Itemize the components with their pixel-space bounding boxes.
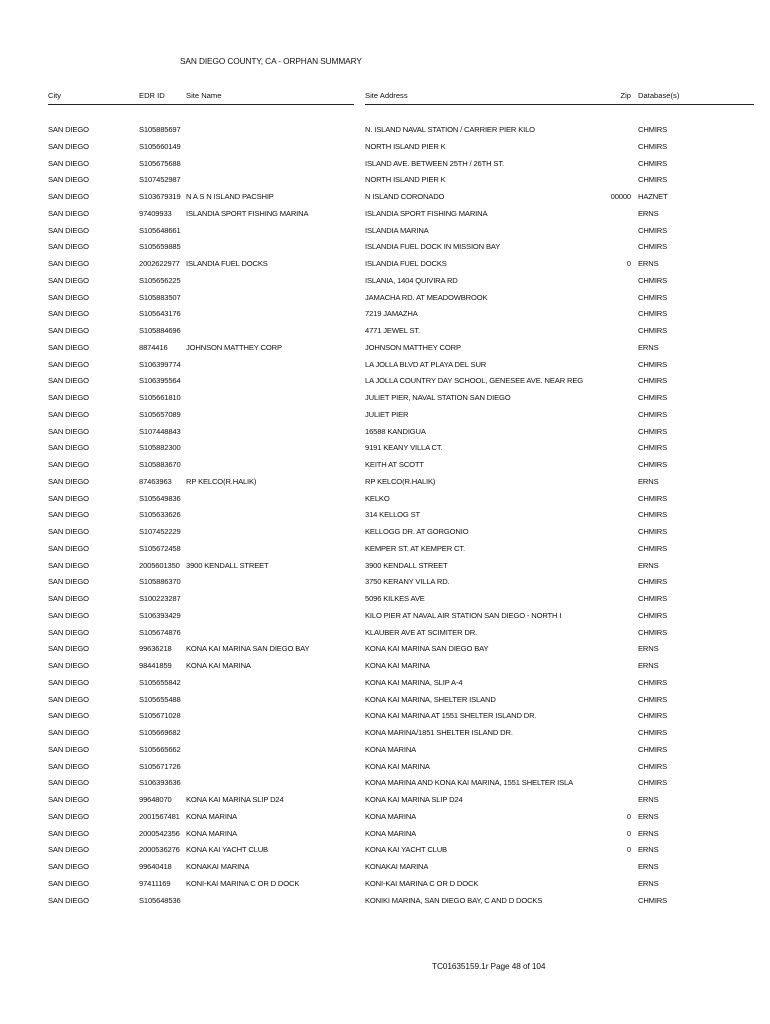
orphan-summary-table: [0, 125, 770, 912]
cell-site-address: RP KELCO(R.HALIK): [365, 476, 436, 486]
cell-edr-id: 2002622977: [139, 259, 180, 268]
cell-site-address: KONA KAI MARINA: [365, 661, 430, 670]
cell-databases: CHMIRS: [638, 493, 668, 503]
cell-databases: CHMIRS: [638, 309, 668, 319]
cell-site-name: ISLANDIA SPORT FISHING MARINA: [186, 208, 309, 218]
cell-site-address: KEITH AT SCOTT: [365, 460, 424, 469]
cell-city: SAN DIEGO: [48, 175, 89, 185]
cell-edr-id: S105672458: [139, 543, 181, 553]
cell-edr-id: S105883670: [139, 460, 181, 469]
table-row: [0, 276, 770, 293]
cell-site-address: 7219 JAMAZHA: [365, 309, 418, 319]
cell-city: SAN DIEGO: [48, 627, 89, 637]
cell-zip: 0: [626, 811, 631, 821]
table-row: [0, 293, 770, 310]
cell-city: SAN DIEGO: [48, 828, 89, 838]
cell-edr-id: S105671726: [139, 761, 181, 771]
report-title: SAN DIEGO COUNTY, CA - ORPHAN SUMMARY: [180, 56, 362, 66]
cell-edr-id: S105669682: [139, 728, 181, 737]
cell-edr-id: 2005601350: [139, 560, 180, 570]
cell-site-address: KONI-KAI MARINA C OR D DOCK: [365, 878, 479, 888]
table-row: [0, 360, 770, 377]
cell-site-address: KONA KAI YACHT CLUB: [365, 845, 447, 855]
table-row: [0, 226, 770, 243]
cell-city: SAN DIEGO: [48, 208, 89, 218]
cell-databases: CHMIRS: [638, 728, 668, 737]
cell-databases: CHMIRS: [638, 158, 668, 168]
cell-site-name: KONA MARINA: [186, 811, 238, 821]
column-header-site-address: Site Address: [365, 91, 408, 100]
cell-city: SAN DIEGO: [48, 527, 89, 536]
cell-databases: ERNS: [638, 208, 659, 218]
table-row: [0, 862, 770, 879]
cell-edr-id: S105633626: [139, 510, 181, 520]
table-row: [0, 477, 770, 494]
cell-edr-id: 97411169: [139, 878, 171, 888]
cell-databases: CHMIRS: [638, 711, 668, 721]
cell-zip: 0: [626, 259, 631, 268]
table-row: [0, 242, 770, 259]
cell-site-address: 3750 KERANY VILLA RD.: [365, 577, 450, 587]
table-row: [0, 494, 770, 511]
cell-city: SAN DIEGO: [48, 594, 89, 603]
cell-edr-id: S105671028: [139, 711, 181, 721]
cell-edr-id: S107452987: [139, 175, 181, 185]
cell-site-name: N A S N ISLAND PACSHIP: [186, 192, 274, 201]
table-row: [0, 711, 770, 728]
table-row: [0, 159, 770, 176]
cell-databases: CHMIRS: [638, 510, 668, 520]
cell-site-address: ISLANDIA FUEL DOCKS: [365, 259, 447, 268]
table-row: [0, 728, 770, 745]
table-row: [0, 577, 770, 594]
cell-site-address: NORTH ISLAND PIER K: [365, 141, 446, 151]
cell-databases: ERNS: [638, 845, 659, 855]
table-row: [0, 142, 770, 159]
cell-databases: ERNS: [638, 811, 659, 821]
cell-site-name: KONA KAI MARINA SLIP D24: [186, 795, 284, 804]
cell-city: SAN DIEGO: [48, 443, 89, 453]
cell-databases: CHMIRS: [638, 359, 668, 369]
cell-city: SAN DIEGO: [48, 694, 89, 704]
cell-databases: CHMIRS: [638, 895, 668, 905]
table-row: [0, 175, 770, 192]
table-row: [0, 192, 770, 209]
cell-databases: CHMIRS: [638, 141, 668, 151]
column-header-databases: Database(s): [638, 91, 680, 100]
cell-site-address: LA JOLLA BLVD AT PLAYA DEL SUR: [365, 359, 487, 369]
cell-databases: CHMIRS: [638, 326, 668, 335]
cell-site-address: KILO PIER AT NAVAL AIR STATION SAN DIEGO - NORTH I: [365, 610, 562, 620]
cell-databases: CHMIRS: [638, 393, 668, 402]
cell-site-address: LA JOLLA COUNTRY DAY SCHOOL, GENESEE AVE. NEAR REG: [365, 376, 583, 386]
column-header-edr-id: EDR ID: [139, 91, 165, 100]
cell-city: SAN DIEGO: [48, 878, 89, 888]
cell-site-address: ISLANDIA FUEL DOCK IN MISSION BAY: [365, 242, 501, 252]
cell-city: SAN DIEGO: [48, 862, 89, 871]
cell-edr-id: S105655488: [139, 694, 181, 704]
cell-databases: CHMIRS: [638, 376, 668, 386]
table-row: [0, 812, 770, 829]
cell-edr-id: S100223287: [139, 594, 181, 603]
cell-edr-id: S105886370: [139, 577, 181, 587]
cell-databases: ERNS: [638, 795, 659, 804]
cell-city: SAN DIEGO: [48, 845, 89, 855]
table-row: [0, 376, 770, 393]
cell-databases: CHMIRS: [638, 543, 668, 553]
cell-edr-id: S106393429: [139, 610, 181, 620]
table-row: [0, 678, 770, 695]
cell-databases: CHMIRS: [638, 761, 668, 771]
table-row: [0, 795, 770, 812]
cell-databases: CHMIRS: [638, 275, 668, 285]
cell-zip: 00000: [610, 192, 631, 201]
table-row: [0, 343, 770, 360]
cell-site-address: KLAUBER AVE AT SCIMITER DR.: [365, 627, 477, 637]
cell-city: SAN DIEGO: [48, 728, 89, 737]
cell-site-name: RP KELCO(R.HALIK): [186, 476, 257, 486]
cell-city: SAN DIEGO: [48, 761, 89, 771]
cell-site-address: 3900 KENDALL STREET: [365, 560, 448, 570]
cell-city: SAN DIEGO: [48, 426, 89, 436]
cell-databases: ERNS: [638, 828, 659, 838]
table-row: [0, 845, 770, 862]
cell-city: SAN DIEGO: [48, 141, 89, 151]
cell-databases: CHMIRS: [638, 610, 668, 620]
cell-edr-id: 87463963: [139, 476, 172, 486]
table-row: [0, 326, 770, 343]
cell-city: SAN DIEGO: [48, 393, 89, 402]
cell-edr-id: S105648661: [139, 225, 181, 235]
cell-city: SAN DIEGO: [48, 275, 89, 285]
cell-site-address: ISLANDIA SPORT FISHING MARINA: [365, 208, 488, 218]
table-row: [0, 661, 770, 678]
cell-city: SAN DIEGO: [48, 711, 89, 721]
cell-databases: ERNS: [638, 878, 659, 888]
cell-edr-id: S105665662: [139, 744, 181, 754]
cell-edr-id: S105655842: [139, 677, 181, 687]
cell-databases: CHMIRS: [638, 627, 668, 637]
cell-city: SAN DIEGO: [48, 309, 89, 319]
cell-site-name: KONA KAI MARINA SAN DIEGO BAY: [186, 644, 310, 654]
cell-site-address: KONIKI MARINA, SAN DIEGO BAY, C AND D DOCKS: [365, 895, 543, 905]
cell-edr-id: S105660149: [139, 141, 181, 151]
cell-site-address: ISLAND AVE. BETWEEN 25TH / 26TH ST.: [365, 158, 504, 168]
cell-site-address: KONA KAI MARINA SAN DIEGO BAY: [365, 644, 489, 654]
cell-edr-id: 99648070: [139, 795, 172, 804]
cell-edr-id: S107452229: [139, 527, 181, 536]
cell-city: SAN DIEGO: [48, 895, 89, 905]
cell-edr-id: S105643176: [139, 309, 181, 319]
cell-databases: CHMIRS: [638, 594, 668, 603]
cell-edr-id: 98441859: [139, 661, 172, 670]
cell-zip: 0: [626, 845, 631, 855]
cell-edr-id: 2000542356: [139, 828, 180, 838]
cell-databases: CHMIRS: [638, 694, 668, 704]
cell-site-name: KONAKAI MARINA: [186, 862, 250, 871]
cell-databases: CHMIRS: [638, 175, 668, 185]
table-row: [0, 527, 770, 544]
cell-edr-id: S105648536: [139, 895, 181, 905]
cell-site-address: KONA MARINA: [365, 828, 417, 838]
table-row: [0, 745, 770, 762]
cell-databases: CHMIRS: [638, 242, 668, 252]
cell-city: SAN DIEGO: [48, 225, 89, 235]
cell-site-address: KELKO: [365, 493, 390, 503]
cell-edr-id: S105885697: [139, 125, 181, 134]
cell-city: SAN DIEGO: [48, 778, 89, 788]
cell-site-address: KONAKAI MARINA: [365, 862, 429, 871]
cell-edr-id: S107448843: [139, 426, 181, 436]
cell-databases: CHMIRS: [638, 409, 668, 419]
header-divider: [48, 104, 354, 105]
cell-site-address: JULIET PIER, NAVAL STATION SAN DIEGO: [365, 393, 511, 402]
cell-databases: CHMIRS: [638, 125, 668, 134]
cell-edr-id: 99640418: [139, 862, 172, 871]
cell-site-address: 314 KELLOG ST: [365, 510, 421, 520]
cell-databases: ERNS: [638, 476, 659, 486]
cell-edr-id: S105649836: [139, 493, 181, 503]
cell-edr-id: 97409933: [139, 208, 172, 218]
cell-city: SAN DIEGO: [48, 644, 89, 654]
cell-databases: HAZNET: [638, 192, 668, 201]
cell-edr-id: S105882300: [139, 443, 181, 453]
table-row: [0, 259, 770, 276]
table-row: [0, 209, 770, 226]
cell-databases: CHMIRS: [638, 460, 668, 469]
cell-edr-id: S105657089: [139, 409, 181, 419]
cell-databases: CHMIRS: [638, 443, 668, 453]
column-header-site-name: Site Name: [186, 91, 222, 100]
cell-city: SAN DIEGO: [48, 342, 89, 352]
cell-city: SAN DIEGO: [48, 192, 89, 201]
column-header-city: City: [48, 91, 62, 100]
cell-edr-id: 2001567481: [139, 811, 180, 821]
cell-site-address: N. ISLAND NAVAL STATION / CARRIER PIER KILO: [365, 125, 535, 134]
cell-databases: ERNS: [638, 661, 659, 670]
cell-databases: CHMIRS: [638, 577, 668, 587]
cell-site-address: JAMACHA RD. AT MEADOWBROOK: [365, 292, 488, 302]
header-divider: [365, 104, 754, 105]
cell-databases: CHMIRS: [638, 527, 668, 536]
cell-databases: CHMIRS: [638, 677, 668, 687]
table-row: [0, 393, 770, 410]
cell-city: SAN DIEGO: [48, 460, 89, 469]
cell-databases: CHMIRS: [638, 292, 668, 302]
cell-city: SAN DIEGO: [48, 677, 89, 687]
cell-databases: ERNS: [638, 259, 659, 268]
table-row: [0, 695, 770, 712]
cell-edr-id: S106393636: [139, 778, 181, 788]
cell-databases: CHMIRS: [638, 778, 668, 788]
table-row: [0, 628, 770, 645]
cell-edr-id: S105883507: [139, 292, 181, 302]
table-row: [0, 443, 770, 460]
cell-zip: 0: [626, 828, 631, 838]
cell-city: SAN DIEGO: [48, 493, 89, 503]
cell-site-address: ISLANIA, 1404 QUIVIRA RD: [365, 275, 458, 285]
cell-city: SAN DIEGO: [48, 376, 89, 386]
cell-databases: ERNS: [638, 560, 659, 570]
cell-edr-id: S106395564: [139, 376, 181, 386]
table-row: [0, 762, 770, 779]
table-row: [0, 594, 770, 611]
cell-site-name: ISLANDIA FUEL DOCKS: [186, 259, 268, 268]
table-row: [0, 125, 770, 142]
table-row: [0, 778, 770, 795]
cell-site-address: KELLOGG DR. AT GORGONIO: [365, 527, 469, 536]
cell-site-address: ISLANDIA MARINA: [365, 225, 429, 235]
cell-edr-id: S105884696: [139, 326, 181, 335]
cell-city: SAN DIEGO: [48, 125, 89, 134]
cell-site-address: KONA KAI MARINA SLIP D24: [365, 795, 463, 804]
cell-city: SAN DIEGO: [48, 795, 89, 804]
cell-site-name: KONA KAI MARINA: [186, 661, 251, 670]
table-row: [0, 410, 770, 427]
cell-site-address: KONA MARINA/1851 SHELTER ISLAND DR.: [365, 728, 513, 737]
cell-city: SAN DIEGO: [48, 811, 89, 821]
table-row: [0, 510, 770, 527]
cell-edr-id: S106399774: [139, 359, 181, 369]
cell-site-address: KONA KAI MARINA, SLIP A-4: [365, 677, 463, 687]
table-row: [0, 427, 770, 444]
cell-city: SAN DIEGO: [48, 259, 89, 268]
cell-edr-id: S105656225: [139, 275, 181, 285]
table-row: [0, 544, 770, 561]
cell-site-address: 9191 KEANY VILLA CT.: [365, 443, 443, 453]
cell-databases: ERNS: [638, 644, 659, 654]
cell-site-address: NORTH ISLAND PIER K: [365, 175, 446, 185]
cell-city: SAN DIEGO: [48, 577, 89, 587]
cell-site-address: 4771 JEWEL ST.: [365, 326, 421, 335]
cell-edr-id: S105675688: [139, 158, 181, 168]
table-row: [0, 896, 770, 913]
cell-databases: CHMIRS: [638, 225, 668, 235]
cell-edr-id: 99636218: [139, 644, 172, 654]
cell-databases: ERNS: [638, 342, 659, 352]
cell-city: SAN DIEGO: [48, 543, 89, 553]
cell-city: SAN DIEGO: [48, 560, 89, 570]
cell-edr-id: S105659885: [139, 242, 181, 252]
cell-databases: CHMIRS: [638, 744, 668, 754]
table-row: [0, 829, 770, 846]
table-row: [0, 611, 770, 628]
table-row: [0, 460, 770, 477]
cell-city: SAN DIEGO: [48, 744, 89, 754]
cell-city: SAN DIEGO: [48, 661, 89, 670]
cell-site-name: KONA KAI YACHT CLUB: [186, 845, 268, 855]
table-row: [0, 879, 770, 896]
cell-databases: ERNS: [638, 862, 659, 871]
cell-site-address: JULIET PIER: [365, 409, 409, 419]
cell-site-address: KONA MARINA: [365, 744, 417, 754]
cell-site-name: JOHNSON MATTHEY CORP: [186, 342, 282, 352]
cell-edr-id: S103679319: [139, 192, 181, 201]
cell-site-address: JOHNSON MATTHEY CORP: [365, 342, 461, 352]
cell-city: SAN DIEGO: [48, 158, 89, 168]
cell-site-address: KONA MARINA: [365, 811, 417, 821]
cell-site-address: 16588 KANDIGUA: [365, 426, 426, 436]
cell-city: SAN DIEGO: [48, 326, 89, 335]
cell-site-address: N ISLAND CORONADO: [365, 192, 445, 201]
cell-site-name: KONI-KAI MARINA C OR D DOCK: [186, 878, 300, 888]
cell-edr-id: S105661810: [139, 393, 181, 402]
page-footer: TC01635159.1r Page 48 of 104: [432, 961, 546, 971]
cell-databases: CHMIRS: [638, 426, 668, 436]
cell-site-address: KEMPER ST. AT KEMPER CT.: [365, 543, 465, 553]
cell-city: SAN DIEGO: [48, 409, 89, 419]
cell-site-address: 5096 KILKES AVE: [365, 594, 425, 603]
cell-site-name: KONA MARINA: [186, 828, 238, 838]
cell-site-address: KONA MARINA AND KONA KAI MARINA, 1551 SHELTER ISLA: [365, 778, 574, 788]
cell-city: SAN DIEGO: [48, 610, 89, 620]
cell-city: SAN DIEGO: [48, 359, 89, 369]
cell-site-name: 3900 KENDALL STREET: [186, 560, 269, 570]
table-row: [0, 309, 770, 326]
table-row: [0, 561, 770, 578]
table-row: [0, 644, 770, 661]
cell-edr-id: 8874416: [139, 342, 168, 352]
cell-city: SAN DIEGO: [48, 242, 89, 252]
cell-edr-id: S105674876: [139, 627, 181, 637]
cell-city: SAN DIEGO: [48, 510, 89, 520]
cell-site-address: KONA KAI MARINA, SHELTER ISLAND: [365, 694, 496, 704]
cell-site-address: KONA KAI MARINA: [365, 761, 430, 771]
column-header-zip: Zip: [620, 91, 631, 100]
cell-city: SAN DIEGO: [48, 292, 89, 302]
cell-city: SAN DIEGO: [48, 476, 89, 486]
cell-edr-id: 2000536276: [139, 845, 180, 855]
cell-site-address: KONA KAI MARINA AT 1551 SHELTER ISLAND DR.: [365, 711, 537, 721]
